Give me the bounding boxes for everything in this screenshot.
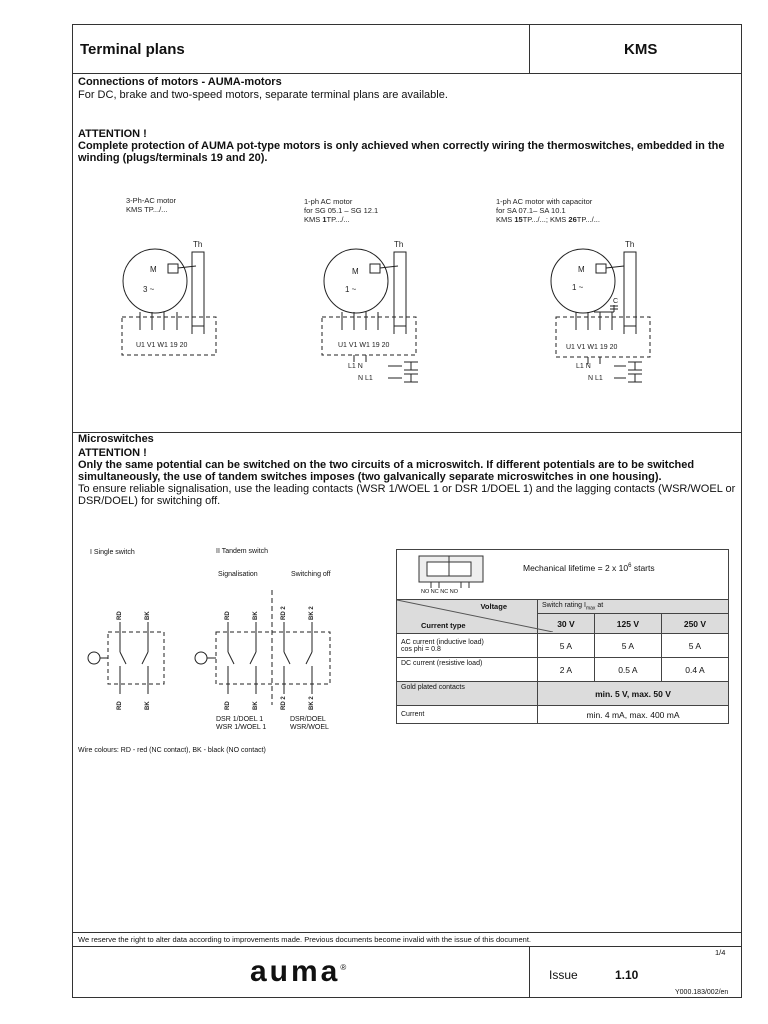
motor3-supply1: L1 N bbox=[576, 363, 591, 370]
voltage-125: 125 V bbox=[594, 614, 661, 634]
motors-heading: Connections of motors - AUMA-motors bbox=[78, 76, 282, 88]
motor3-th: Th bbox=[625, 240, 635, 249]
voltage-current-header: Voltage Current type bbox=[397, 600, 538, 634]
microswitch-icon bbox=[417, 554, 489, 594]
page-number: 1/4 bbox=[715, 948, 726, 957]
motor2-m: M bbox=[352, 267, 359, 276]
motors-subtext: For DC, brake and two-speed motors, separate terminal plans are available. bbox=[78, 89, 448, 101]
motor1-terminals: U1 V1 W1 19 20 bbox=[136, 342, 188, 349]
lifetime-row bbox=[397, 550, 729, 600]
svg-text:RD: RD bbox=[117, 611, 123, 620]
diagram1-caption: 3-Ph-AC motor KMS TP.../... bbox=[126, 196, 177, 214]
footer-divider-1 bbox=[72, 932, 742, 933]
svg-text:RD: RD bbox=[225, 701, 231, 710]
issue-label: Issue bbox=[549, 968, 578, 982]
diagram2-caption: 1-ph AC motor for SG 05.1 – SG 12.1 KMS 1TP.../... bbox=[304, 197, 379, 224]
microswitches-attention-title: ATTENTION ! bbox=[78, 447, 147, 459]
microswitches-attention-text: Only the same potential can be switched on the two circuits of a microswitch. If different potentials are to be switched simultaneously, the use of tandem switches imposes (two galvanically separate microswitches in one housing). bbox=[78, 459, 695, 483]
gold-contacts-row: Gold plated contacts min. 5 V, max. 50 V bbox=[397, 682, 729, 706]
motor1-symbol bbox=[123, 249, 187, 313]
ac-current-row: AC current (inductive load) cos phi = 0.8 5 A 5 A 5 A bbox=[397, 634, 729, 658]
microswitches-heading: Microswitches bbox=[78, 433, 154, 445]
mechanical-lifetime: Mechanical lifetime = 2 x $10^6$ starts bbox=[523, 563, 655, 573]
motor1-th: Th bbox=[193, 240, 203, 249]
switch-spec-table bbox=[396, 549, 729, 724]
microswitches-ensure-text: To ensure reliable signalisation, use the leading contacts (WSR 1/WOEL 1 or DSR 1/DOEL 1) and the lagging contacts (WSR/WOEL or DSR/DOEL) for switching off. bbox=[78, 483, 736, 507]
signalisation-label: Signalisation bbox=[218, 571, 258, 578]
nc-no-labels: NO NC NC NO bbox=[421, 589, 458, 595]
svg-text:BK 2: BK 2 bbox=[309, 696, 315, 710]
svg-text:RD 2: RD 2 bbox=[281, 606, 287, 620]
dsr-label: DSR/DOEL WSR/WOEL bbox=[290, 716, 329, 731]
footer-disclaimer: We reserve the right to alter data according to improvements made. Previous documents become invalid with the issue of this document. bbox=[78, 935, 532, 944]
motors-attention-text: Complete protection of AUMA pot-type motors is only achieved when correctly wiring the thermoswitches, embedded in the winding (plugs/terminals 19 and 20). bbox=[78, 140, 725, 164]
motor1-phase: 3 ~ bbox=[143, 285, 155, 294]
microswitch-diagrams bbox=[0, 590, 380, 715]
wire-colours-note: Wire colours: RD - red (NC contact), BK - black (NO contact) bbox=[78, 747, 266, 754]
motor3-m: M bbox=[578, 265, 585, 274]
motor3-phase: 1 ~ bbox=[572, 283, 584, 292]
motor2-supply1: L1 N bbox=[348, 363, 363, 370]
motor3-capacitor: C bbox=[613, 298, 619, 305]
svg-text:RD: RD bbox=[225, 611, 231, 620]
motors-attention-title: ATTENTION ! bbox=[78, 128, 147, 140]
tandem-switch-label: II Tandem switch bbox=[216, 548, 269, 555]
single-switch-label: I Single switch bbox=[90, 549, 135, 556]
voltage-30: 30 V bbox=[538, 614, 595, 634]
dc-current-row: DC current (resistive load) 2 A 0.5 A 0.4 A bbox=[397, 658, 729, 682]
switch-rating-header: Switch rating $I_{max}$ at bbox=[538, 600, 729, 614]
footer-vdivider bbox=[529, 946, 530, 998]
svg-text:BK: BK bbox=[253, 701, 259, 710]
current-row: Current min. 4 mA, max. 400 mA bbox=[397, 706, 729, 724]
svg-text:BK: BK bbox=[145, 611, 151, 620]
dsr1-label: DSR 1/DOEL 1 WSR 1/WOEL 1 bbox=[216, 716, 267, 731]
motor2-th: Th bbox=[394, 240, 404, 249]
motor2-supply2: N L1 bbox=[358, 375, 373, 382]
diagram3-caption: 1-ph AC motor with capacitor for SA 07.1– SA 10.1 KMS 15TP.../...; KMS 26TP.../... bbox=[496, 197, 600, 224]
footer-divider-2 bbox=[72, 946, 742, 947]
auma-logo: auma® bbox=[250, 955, 350, 988]
motor1-m: M bbox=[150, 265, 157, 274]
motor3-symbol bbox=[551, 249, 615, 313]
svg-text:BK: BK bbox=[253, 611, 259, 620]
svg-text:RD: RD bbox=[117, 701, 123, 710]
motor-wiring-diagrams bbox=[0, 0, 768, 432]
motor3-supply2: N L1 bbox=[588, 375, 603, 382]
document-code: Y000.183/002/en bbox=[675, 989, 729, 996]
motor3-terminals: U1 V1 W1 19 20 bbox=[566, 344, 618, 351]
switching-off-label: Switching off bbox=[291, 571, 331, 578]
voltage-250: 250 V bbox=[661, 614, 728, 634]
svg-text:BK: BK bbox=[145, 701, 151, 710]
section-divider bbox=[72, 432, 742, 433]
svg-text:BK 2: BK 2 bbox=[309, 606, 315, 620]
motor2-terminals: U1 V1 W1 19 20 bbox=[338, 342, 390, 349]
issue-value: 1.10 bbox=[615, 968, 639, 982]
motor2-phase: 1 ~ bbox=[345, 285, 357, 294]
svg-text:RD 2: RD 2 bbox=[281, 696, 287, 710]
motor2-symbol bbox=[324, 249, 388, 313]
page-title: Terminal plans bbox=[80, 41, 185, 58]
product-code: KMS bbox=[624, 41, 658, 58]
